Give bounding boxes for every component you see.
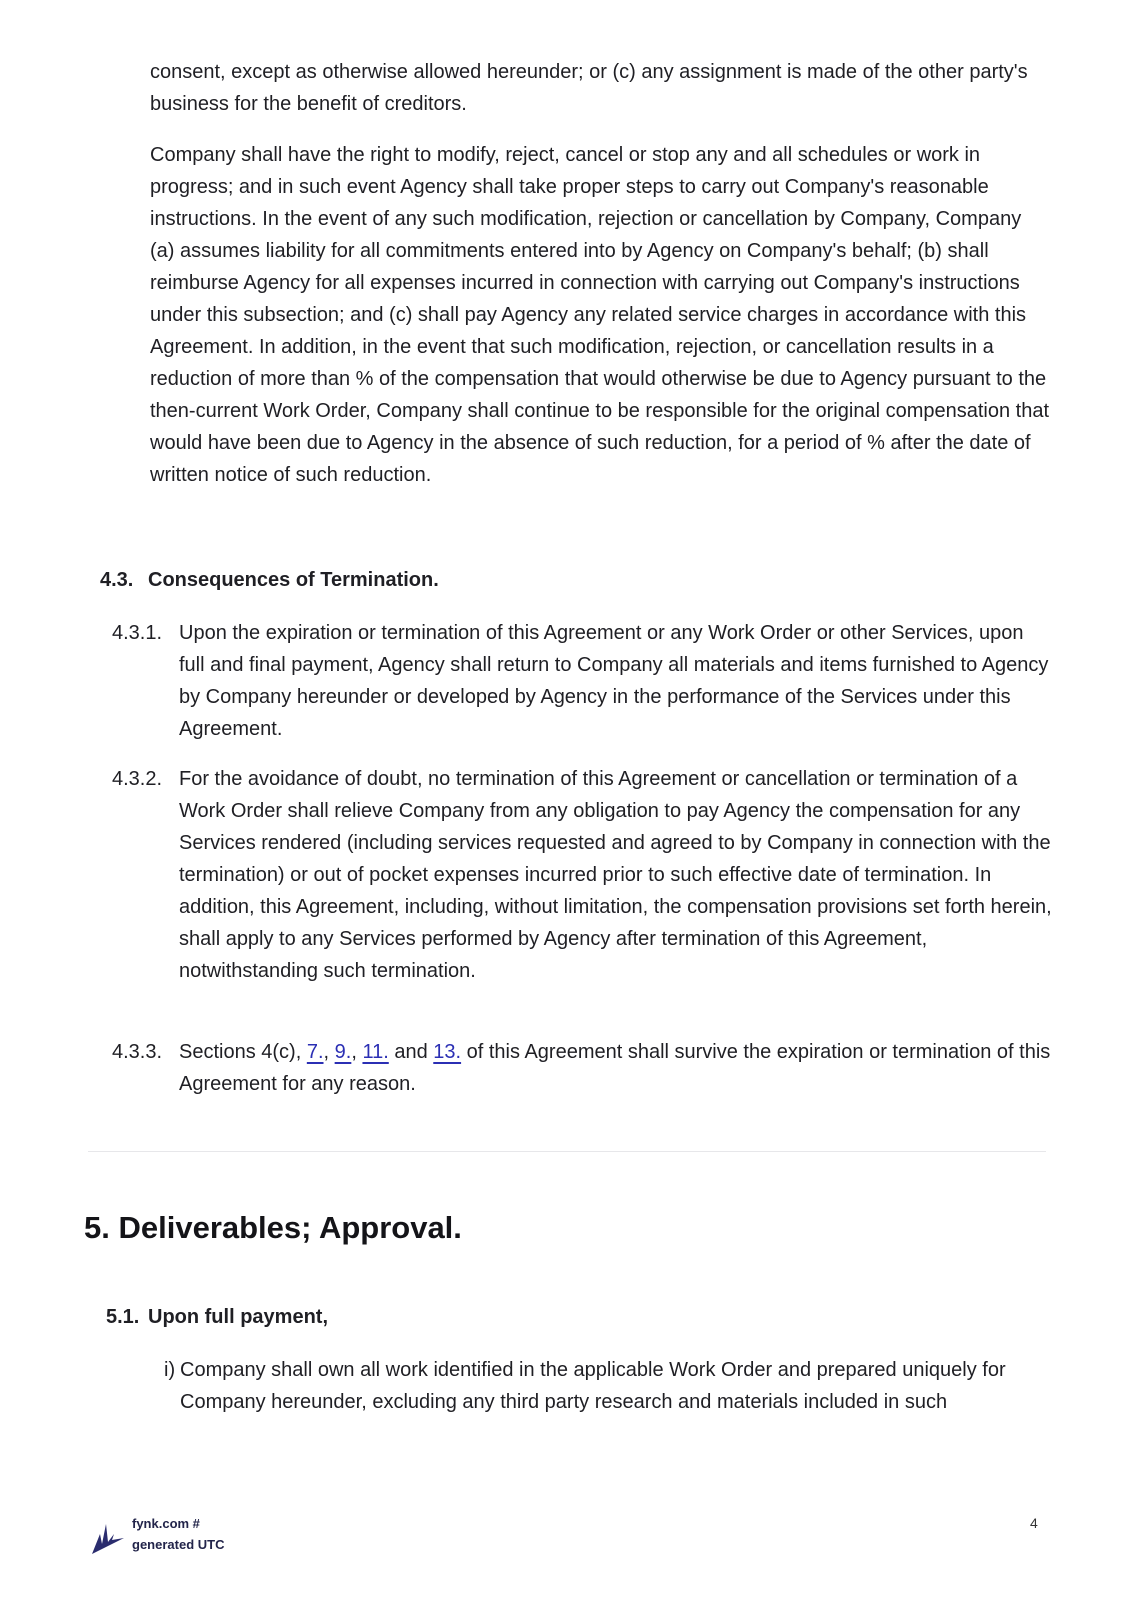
section-5-heading (84, 1206, 462, 1250)
page-number: 4 (1030, 1515, 1038, 1531)
section-5-1-heading (106, 1301, 328, 1333)
footer-generated: generated UTC (132, 1537, 225, 1552)
fynk-bird-logo-icon (88, 1516, 134, 1556)
section-title: Consequences of Termination. (148, 569, 439, 591)
separator: , (351, 1041, 363, 1063)
link-section-11[interactable]: 11. (362, 1041, 389, 1063)
clause-text-after: of this Agreement shall survive the expiration or termination of this Agreement for any reason. (179, 1041, 1051, 1095)
subclause-label: i) (164, 1359, 176, 1381)
section-number: 5.1. (106, 1306, 140, 1328)
section-title: Upon full payment, (148, 1306, 328, 1328)
section-number: 4.3. (100, 569, 134, 591)
clause-number: 4.3.1. (112, 622, 163, 644)
separator: , (323, 1041, 335, 1063)
footer-domain: fynk.com # (132, 1516, 200, 1531)
section-4-3-heading (100, 564, 439, 596)
clause-text-before: Sections 4(c), (179, 1041, 307, 1063)
clause-4-3-2 (112, 763, 1052, 987)
clause-number: 4.3.2. (112, 768, 163, 790)
section-divider (88, 1151, 1046, 1152)
clause-4-3-1 (112, 617, 1052, 745)
separator: and (388, 1041, 434, 1063)
link-section-9[interactable]: 9. (334, 1041, 352, 1063)
clause-text: For the avoidance of doubt, no termination of this Agreement or cancellation or termination of a Work Order shall relieve Company from any obligation to pay Agency the compensation for any Services rendered (including services requested and agreed to by Company in connection with the termination) or out of pocket expenses incurred prior to such effective date of termination. In addition, this Agreement, including, without limitation, the compensation provisions set forth herein, shall apply to any Services performed by Agency after termination of this Agreement, notwithstanding such termination. (179, 768, 1052, 982)
subclause-text: Company shall own all work identified in the applicable Work Order and prepared uniquely for Company hereunder, excluding any third party research and materials included in such (180, 1359, 1006, 1413)
section-title: Deliverables; Approval. (118, 1210, 462, 1245)
clause-text: Upon the expiration or termination of this Agreement or any Work Order or other Services, upon full and final payment, Agency shall return to Company all materials and items furnished to Agency by Company hereunder or developed by Agency in the performance of the Services under this Agreement. (179, 622, 1049, 740)
section-number: 5. (84, 1210, 110, 1245)
subclause-5-1-i (164, 1354, 1054, 1418)
clause-number: 4.3.3. (112, 1041, 163, 1063)
clause-4-3-3 (112, 1036, 1052, 1100)
link-section-7[interactable]: 7. (306, 1041, 324, 1063)
footer-text (132, 1513, 224, 1555)
paragraph-continued: consent, except as otherwise allowed hereunder; or (c) any assignment is made of the other party's business for the benefit of creditors. (150, 61, 1028, 115)
link-section-13[interactable]: 13. (433, 1041, 462, 1063)
clause-text (179, 1036, 1052, 1100)
paragraph-modify-schedules: Company shall have the right to modify, reject, cancel or stop any and all schedules or work in progress; and in such event Agency shall take proper steps to carry out Company's reasonable instructions. In the event of any such modification, rejection or cancellation by Company, Company (a) assumes liability for all commitments entered into by Agency on Company's behalf; (b) shall reimburse Agency for all expenses incurred in connection with carrying out Company's instructions under this subsection; and (c) shall pay Agency any related service charges in accordance with this Agreement. In addition, in the event that such modification, rejection, or cancellation results in a reduction of more than % of the compensation that would otherwise be due to Agency pursuant to the then-current Work Order, Company shall continue to be responsible for the original compensation that would have been due to Agency in the absence of such reduction, for a period of % after the date of written notice of such reduction. (150, 144, 1050, 486)
